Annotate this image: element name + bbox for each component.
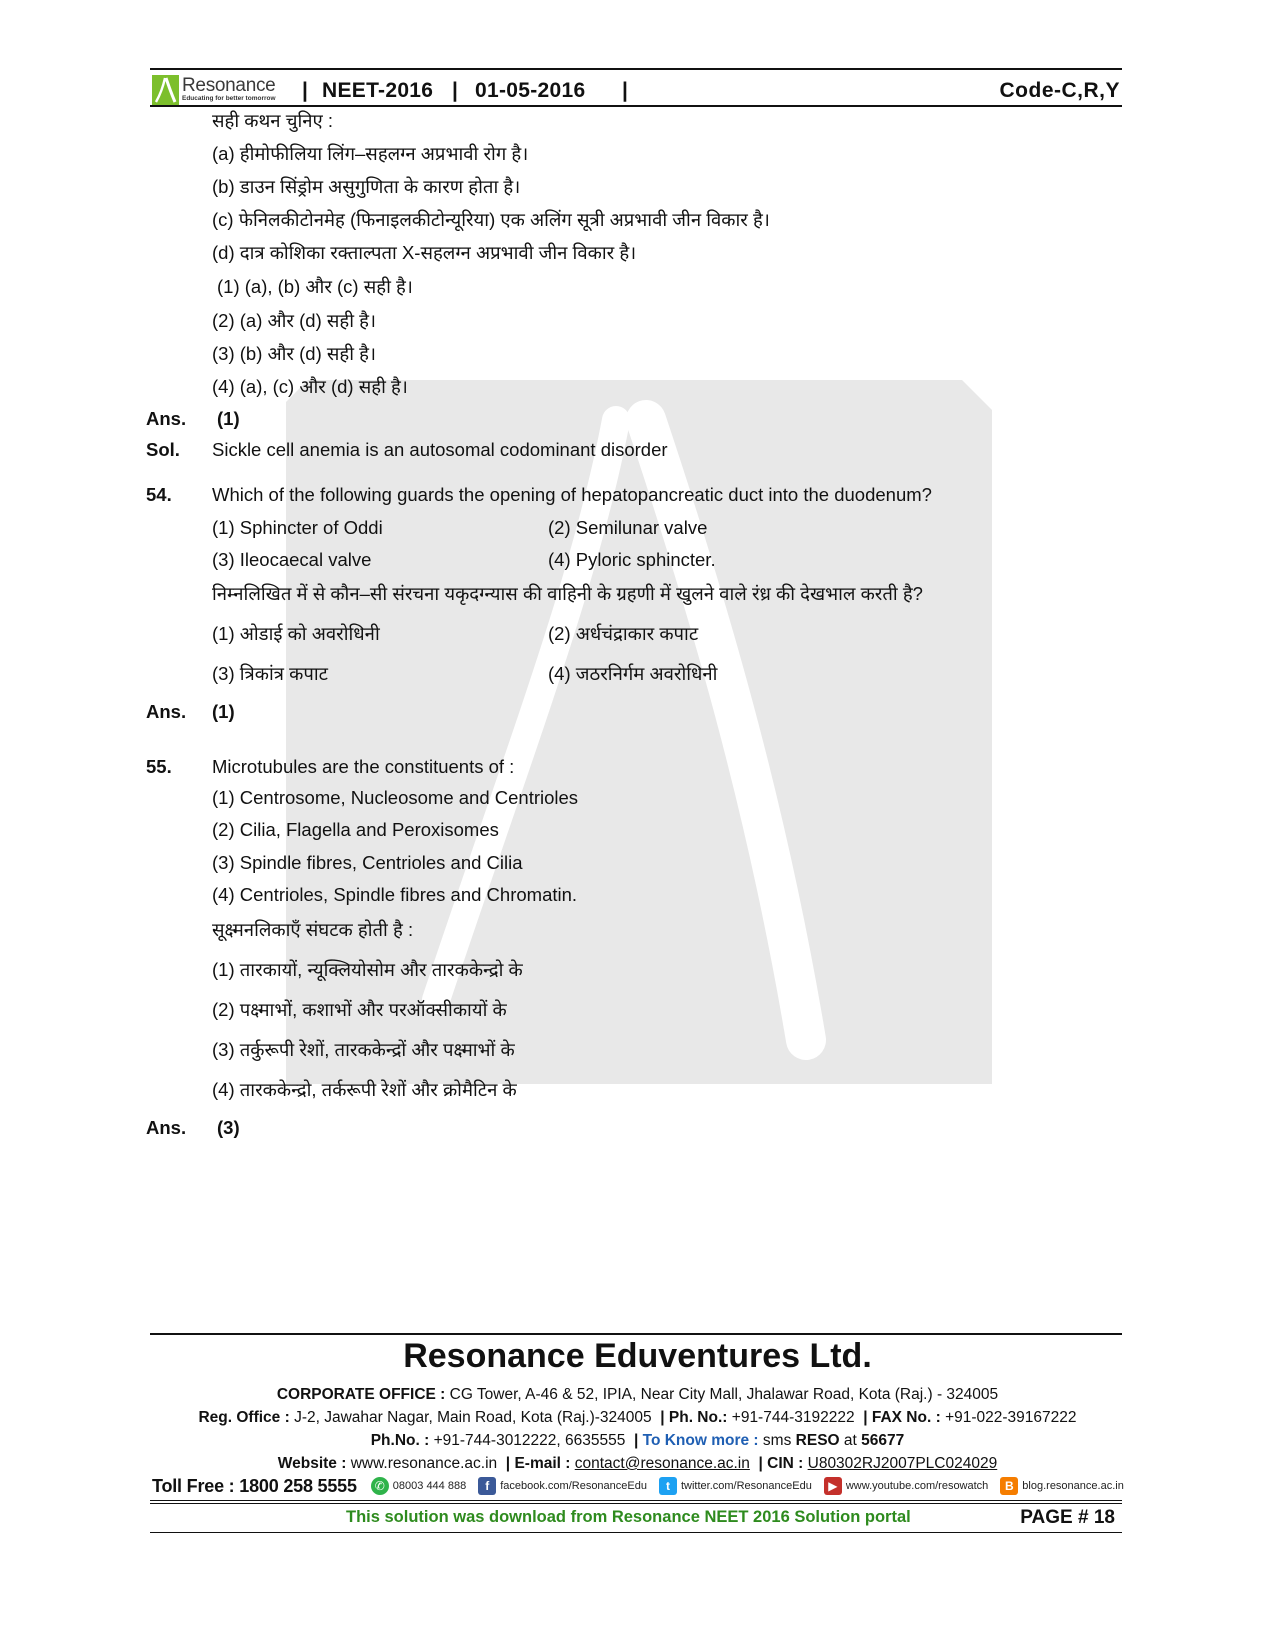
logo-tagline: Educating for better tomorrow [182, 95, 276, 103]
toll-free: Toll Free : 1800 258 5555 [152, 1475, 357, 1496]
q53-solution: Sickle cell anemia is an autosomal codominant disorder [212, 439, 668, 460]
header-separator: | [302, 79, 309, 102]
registered-office: Reg. Office : J-2, Jawahar Nagar, Main Road, Kota (Raj.)-324005 | Ph. No.: +91-744-3192222 | FAX No. : +91-022-39167222 [198, 1409, 1077, 1426]
whatsapp-number: 08003 444 888 [392, 1480, 467, 1492]
phone-line: Ph.No. : +91-744-3012222, 6635555 | To Know more : sms RESO at 56677 [370, 1432, 905, 1449]
youtube-link[interactable]: www.youtube.com/resowatch [845, 1480, 989, 1492]
q54-number: 54. [146, 484, 172, 505]
q53-sol-label: Sol. [146, 439, 180, 460]
q55-option: (3) Spindle fibres, Centrioles and Cilia [212, 852, 523, 873]
footer-top-rule [150, 1333, 1122, 1335]
q55-number: 55. [146, 756, 172, 777]
q53-statement: (c) फेनिलकीटोनमेह (फिनाइलकीटोन्यूरिया) एक अलिंग सूत्री अप्रभावी जीन विकार है। [212, 209, 770, 230]
header-separator: | [622, 79, 629, 102]
know-more-label: To Know more : [642, 1432, 759, 1449]
q55-option: (4) Centrioles, Spindle fibres and Chromatin. [212, 884, 578, 905]
footer-bottom-rule [150, 1532, 1122, 1533]
q55-option-hi: (2) पक्ष्माभों, कशाभों और परऑक्सीकायों के [212, 999, 507, 1020]
facebook-icon: f [478, 1477, 496, 1495]
q53-answer: (1) [217, 408, 240, 429]
q54-option-hi: (2) अर्धचंद्राकार कपाट [548, 623, 699, 644]
q54-question-hi: निम्नलिखित में से कौन–सी संरचना यकृदग्न्यास की वाहिनी के ग्रहणी में खुलने वाले रंध्र की देखभाल करती है? [212, 583, 923, 604]
youtube-icon: ▶ [824, 1477, 842, 1495]
q53-statement: (b) डाउन सिंड्रोम असुगुणिता के कारण होता है। [212, 176, 521, 197]
header-bottom-rule [150, 105, 1122, 107]
header-top-rule [150, 68, 1122, 70]
website-link[interactable]: www.resonance.ac.in [350, 1455, 498, 1472]
q55-option-hi: (3) तर्कुरूपी रेशों, तारककेन्द्रों और पक्ष्माभों के [212, 1039, 515, 1060]
q54-option: (1) Sphincter of Oddi [212, 517, 383, 538]
q55-option: (2) Cilia, Flagella and Peroxisomes [212, 819, 499, 840]
q53-statement: (d) दात्र कोशिका रक्ताल्पता X-सहलग्न अप्रभावी जीन विकार है। [212, 242, 637, 263]
q53-option: (1) (a), (b) और (c) सही है। [217, 276, 413, 297]
exam-date: 01-05-2016 [475, 79, 586, 102]
q53-statement: (a) हीमोफीलिया लिंग–सहलग्न अप्रभावी रोग है। [212, 143, 529, 164]
paper-code: Code-C,R,Y [999, 79, 1120, 102]
facebook-link[interactable]: facebook.com/ResonanceEdu [500, 1480, 647, 1492]
q53-ans-label: Ans. [146, 408, 187, 429]
q53-option: (2) (a) और (d) सही है। [212, 310, 376, 331]
q53-option: (3) (b) और (d) सही है। [212, 343, 376, 364]
q55-option-hi: (4) तारककेन्द्रो, तर्करूपी रेशों और क्रोमैटिन के [212, 1079, 517, 1100]
blog-icon: B [1000, 1477, 1018, 1495]
twitter-link[interactable]: twitter.com/ResonanceEdu [680, 1480, 812, 1492]
download-note: This solution was download from Resonance NEET 2016 Solution portal [346, 1508, 911, 1526]
q53-prompt-hi: सही कथन चुनिए : [212, 110, 334, 131]
footer-rule-1 [150, 1500, 1122, 1501]
q54-option-hi: (4) जठरनिर्गम अवरोधिनी [548, 663, 718, 684]
social-row [152, 1474, 1136, 1498]
cin-number: U80302RJ2007PLC024029 [807, 1455, 998, 1472]
whatsapp-icon: ✆ [371, 1477, 389, 1495]
q53-option: (4) (a), (c) और (d) सही है। [212, 376, 408, 397]
q54-option-hi: (1) ओडाई को अवरोधिनी [212, 623, 380, 644]
footer-rule-2 [150, 1503, 1122, 1504]
q54-option: (3) Ileocaecal valve [212, 549, 372, 570]
company-name: Resonance Eduventures Ltd. [403, 1337, 872, 1375]
web-contact-line: Website : www.resonance.ac.in | E-mail : contact@resonance.ac.in | CIN : U80302RJ2007PLC024029 [277, 1455, 998, 1472]
q54-answer: (1) [212, 701, 235, 722]
q54-option-hi: (3) त्रिकांत्र कपाट [212, 663, 328, 684]
resonance-logo-icon [152, 75, 179, 105]
exam-name: NEET-2016 [322, 79, 434, 102]
twitter-icon: t [659, 1477, 677, 1495]
q55-question-hi: सूक्ष्मनलिकाएँ संघटक होती है : [212, 919, 414, 940]
q55-option: (1) Centrosome, Nucleosome and Centrioles [212, 787, 579, 808]
q55-ans-label: Ans. [146, 1117, 187, 1138]
q54-option: (4) Pyloric sphincter. [548, 549, 716, 570]
resonance-logo [152, 73, 276, 106]
header-separator: | [452, 79, 459, 102]
q55-question: Microtubules are the constituents of : [212, 756, 515, 777]
logo-name: Resonance [182, 75, 276, 97]
q54-ans-label: Ans. [146, 701, 187, 722]
corporate-office: CORPORATE OFFICE : CG Tower, A-46 & 52, IPIA, Near City Mall, Jhalawar Road, Kota (Raj.) - 324005 [276, 1386, 999, 1403]
q55-answer: (3) [217, 1117, 240, 1138]
page-number: PAGE # 18 [1020, 1507, 1115, 1528]
email-link[interactable]: contact@resonance.ac.in [574, 1455, 750, 1472]
blog-link[interactable]: blog.resonance.ac.in [1022, 1480, 1124, 1492]
q54-question: Which of the following guards the opening of hepatopancreatic duct into the duodenum? [212, 484, 932, 505]
q54-option: (2) Semilunar valve [548, 517, 708, 538]
q55-option-hi: (1) तारकायों, न्यूक्लियोसोम और तारककेन्द्रो के [212, 959, 523, 980]
